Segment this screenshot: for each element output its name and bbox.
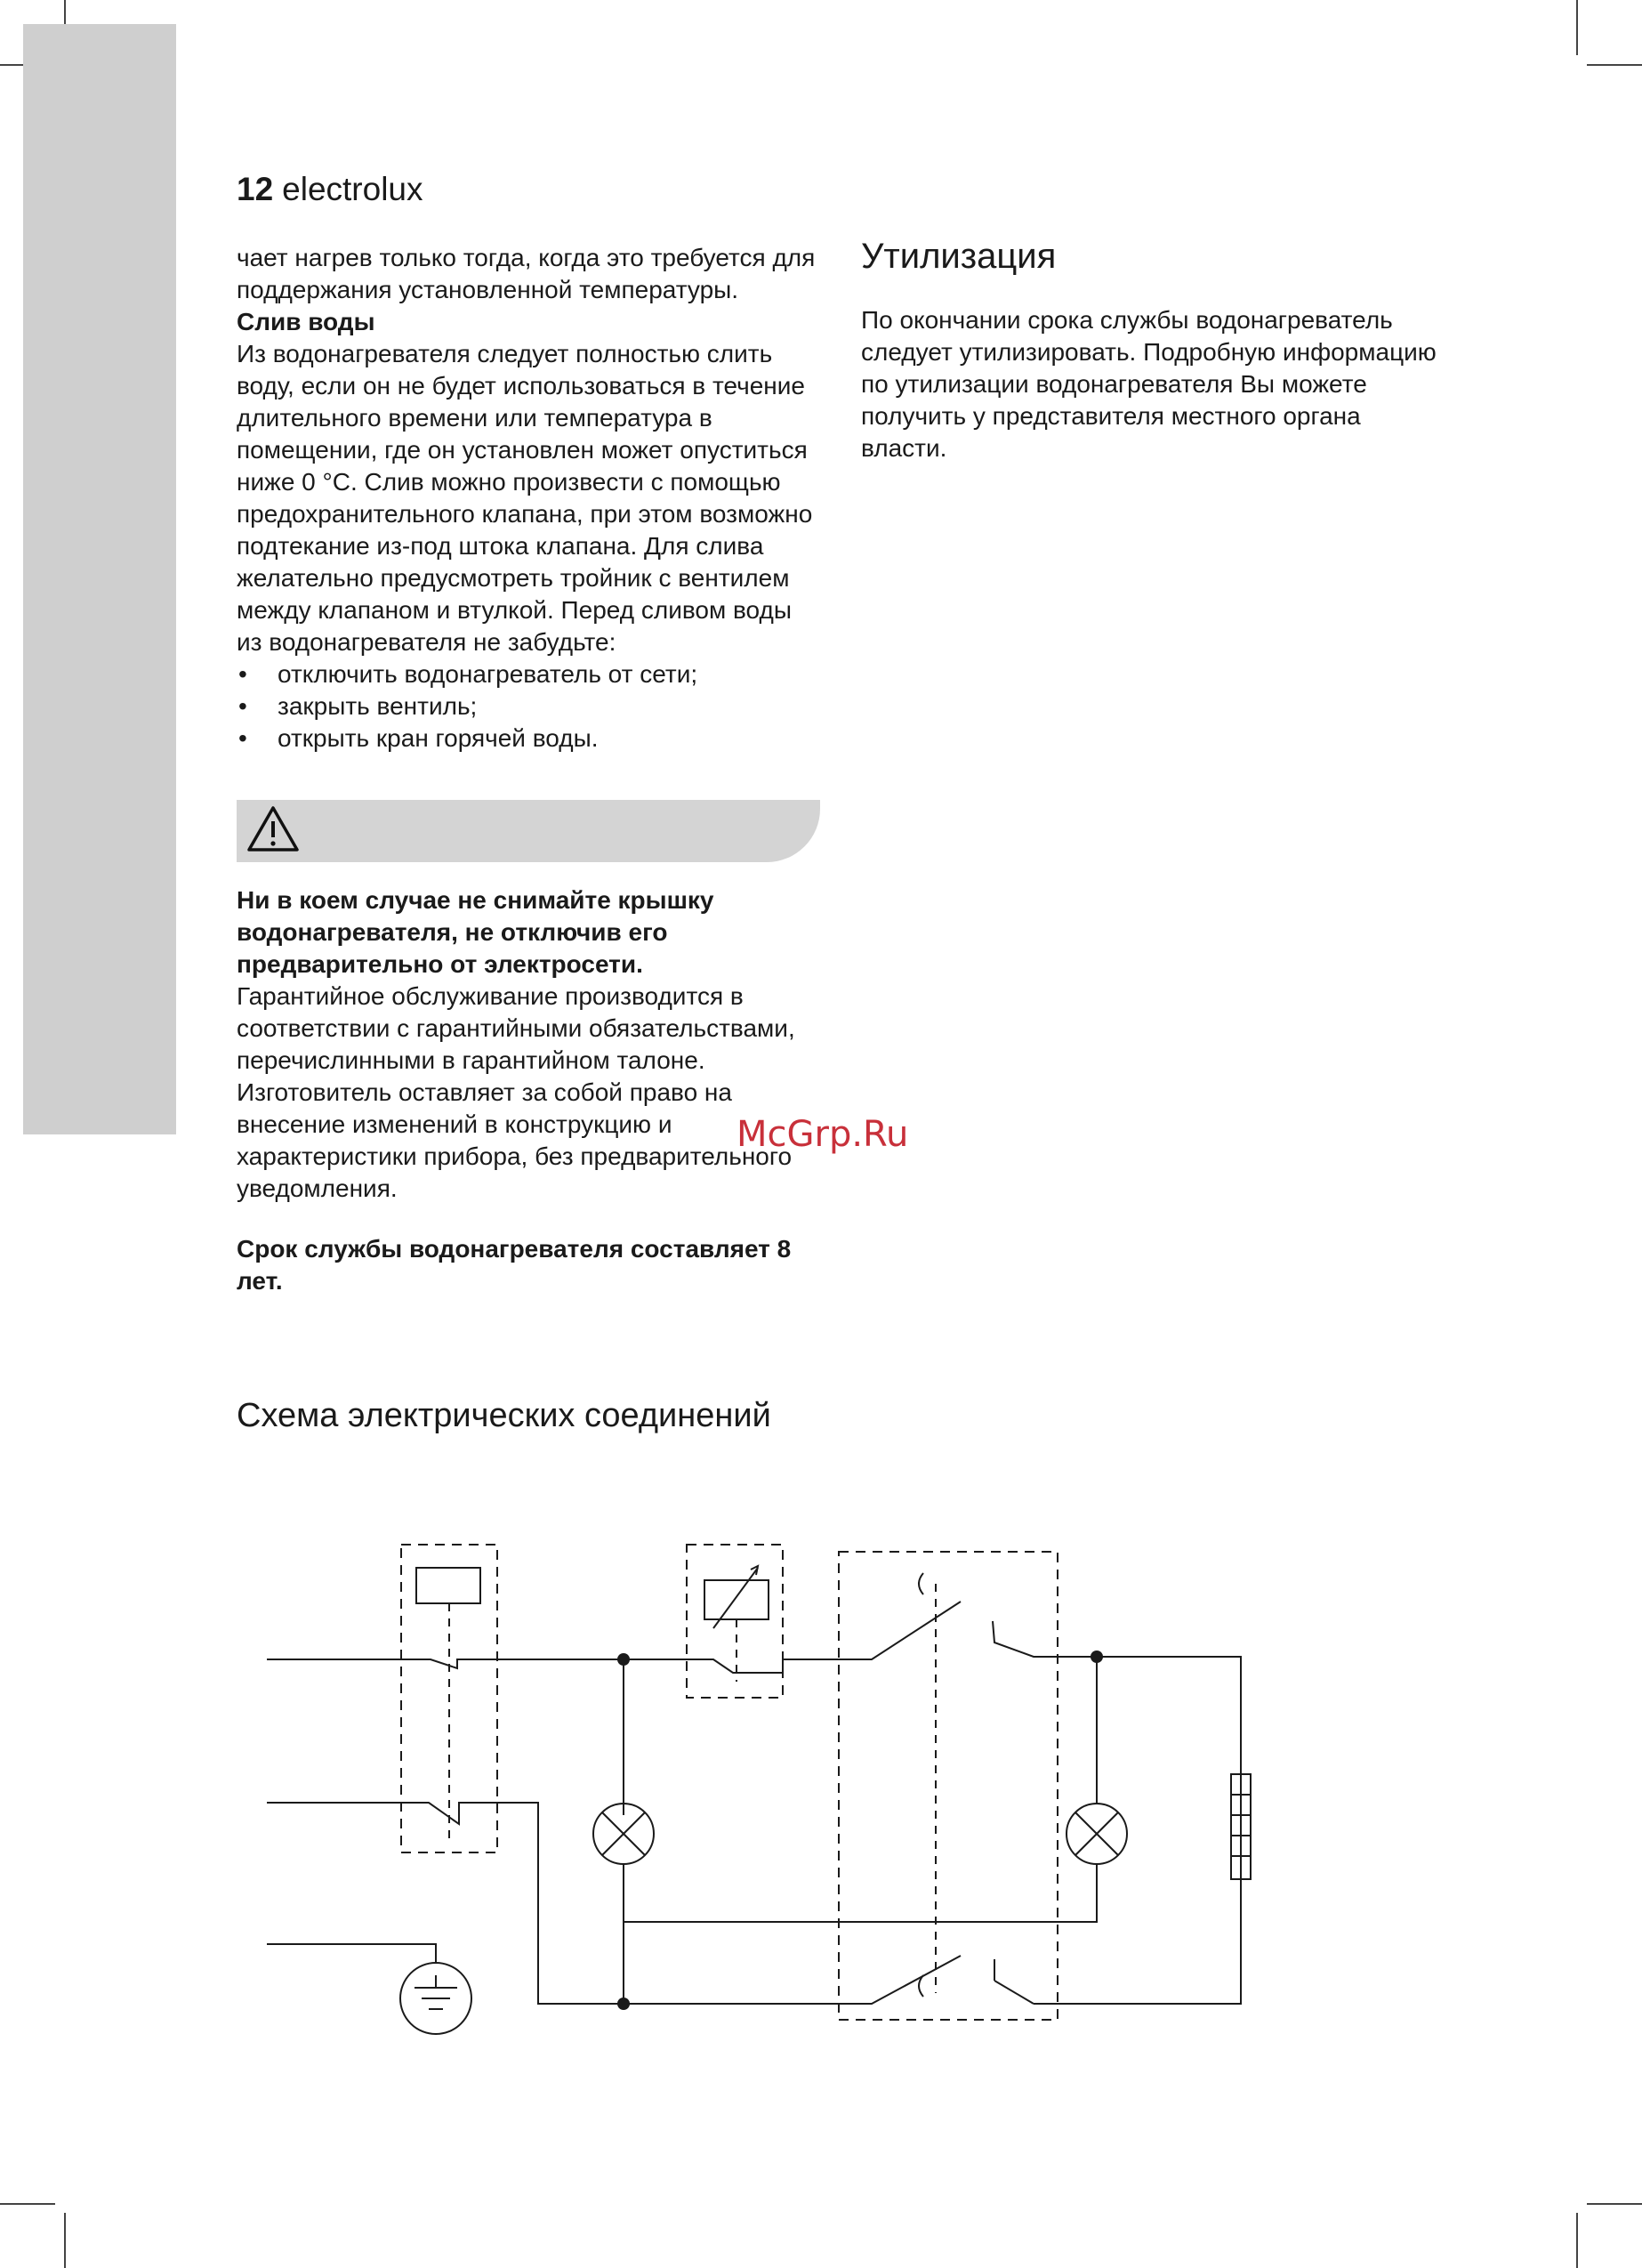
page-header [237,171,423,208]
crop-mark [1576,2213,1578,2268]
junction-dot [617,1653,630,1666]
bullet-icon: • [238,660,247,688]
bullet-icon: • [238,724,247,752]
wire [687,1602,961,1673]
list-item: • открыть кран горячей воды. [237,722,824,755]
list-item: • отключить водонагреватель от сети; [237,658,824,690]
watermark: McGrp.Ru [736,1114,909,1155]
junction-dot [617,1998,630,2010]
warranty-paragraph: Гарантийное обслуживание производится в соответствии с гарантийными обязательствами, перечислинными в гарантийном талоне. Изготовитель оставляет за собой право на внесение изменений в конструкцию и характеристики прибора, без предварительного уведомления. [237,982,795,1202]
warning-triangle-icon [245,803,301,853]
crop-mark [0,2203,55,2205]
drain-paragraph: Из водонагревателя следует полностью слить воду, если он не будет использоваться в течение длительного времени или температура в помещении, где он установлен может опуститься ниже 0 °С. Слив можно произвести с помощью предохранительного клапана, при этом возможно подтекание из-под штока клапана. Для слива желательно предусмотреть тройник с вентилем между клапаном и втулкой. Перед сливом воды из водонагревателя не забудьте: [237,340,813,656]
brand-name: electrolux [282,171,423,207]
drain-steps-list [237,658,824,755]
right-column [861,231,1448,464]
crop-mark [1587,64,1642,66]
wire [267,1803,961,2004]
list-item: • закрыть вентиль; [237,690,824,722]
intro-paragraph: чает нагрев только тогда, когда это требуется для поддержания установленной температуры. [237,244,816,303]
disposal-paragraph: По окончании срока службы водонагреватель следует утилизировать. Подробную информацию по утилизации водонагревателя Вы можете получить у представителя местного органа власти. [861,306,1437,462]
thermostat-element [704,1580,769,1619]
warning-statement: Ни в коем случае не снимайте крышку водонагревателя, не отключив его предварительно от электросети. [237,886,714,978]
warning-bar [237,800,820,862]
schema-title: Схема электрических соединений [237,1397,771,1434]
crop-mark [64,2213,66,2268]
wiring-diagram [267,1530,1290,2046]
drain-heading: Слив воды [237,308,375,335]
junction-dot [1091,1651,1103,1663]
disposal-heading: Утилизация [861,237,1057,276]
page-number: 12 [237,171,274,207]
crop-mark [1587,2203,1642,2205]
bullet-icon: • [238,692,247,720]
service-life-note: Срок службы водонагревателя составляет 8 лет. [237,1235,792,1295]
page-side-tab [23,24,176,1134]
warning-text-block [237,884,824,1205]
wire [993,1621,1241,2004]
left-column [237,242,824,755]
switch-coil [416,1568,480,1603]
wire [994,1981,1034,2004]
thermostat-enclosure [687,1545,783,1698]
wire [624,1864,1097,1922]
wire [267,1944,436,1963]
relay-enclosure [839,1552,1058,2020]
crop-mark [1576,0,1578,55]
